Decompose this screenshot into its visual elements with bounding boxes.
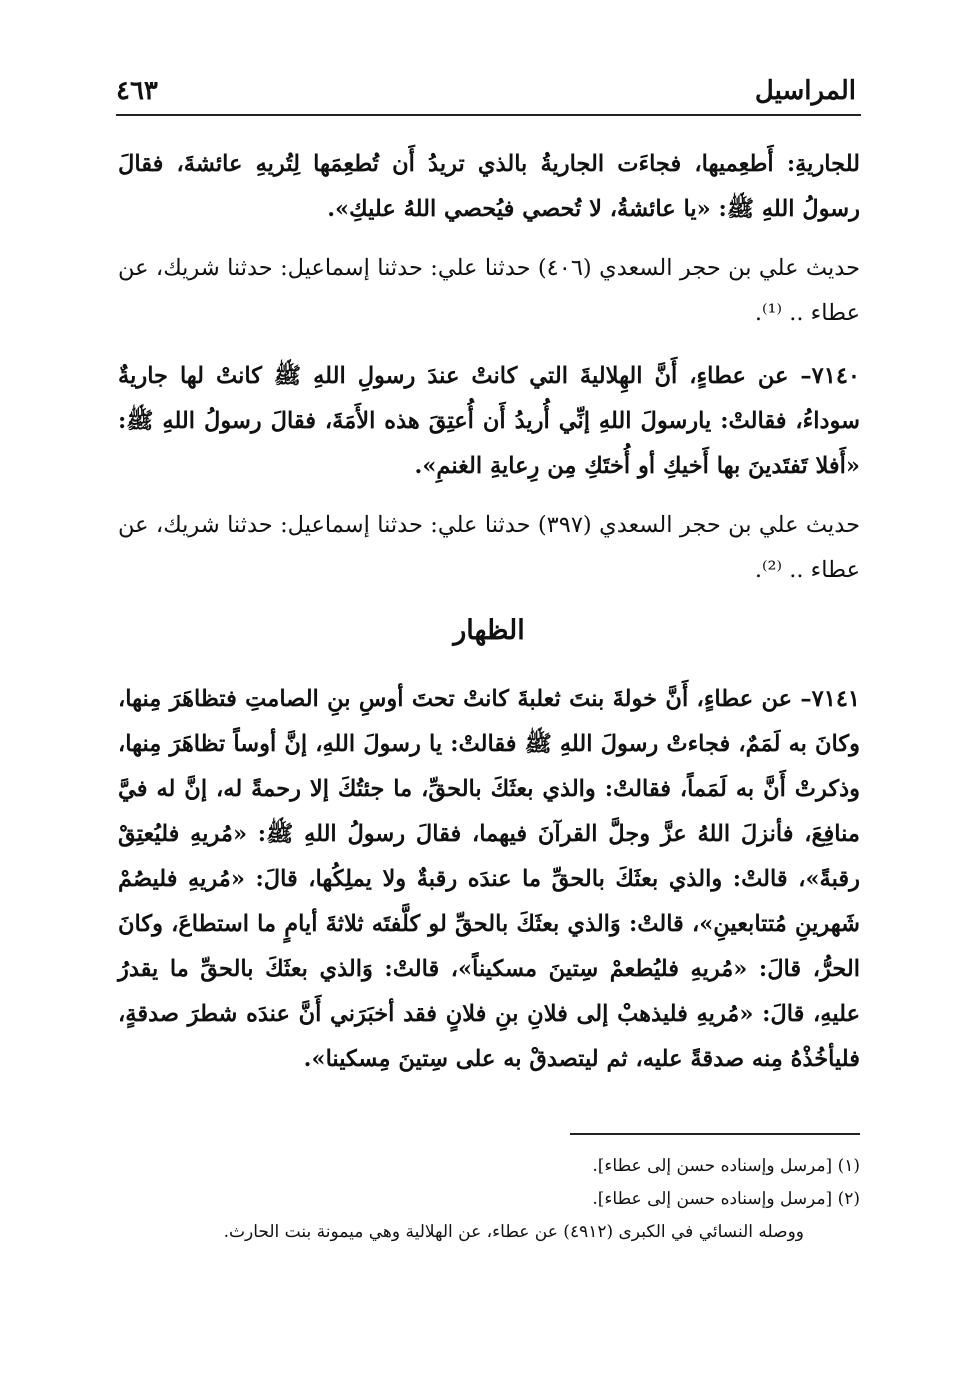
- footnote-divider: [570, 1133, 860, 1135]
- footnote-1: (١) [مرسل وإسناده حسن إلى عطاء].: [592, 1156, 860, 1176]
- paragraph-hadith-7141: [118, 677, 860, 1082]
- hadith-number: ٧١٤١: [811, 686, 860, 712]
- header-divider: [116, 114, 861, 116]
- page-header: [116, 74, 856, 110]
- footnote-2-continuation: ووصله النسائي في الكبرى (٤٩١٢) عن عطاء، عن الهلالية وهي ميمونة بنت الحارث.: [223, 1222, 804, 1242]
- hadith-number: ٧١٤٠: [811, 363, 860, 389]
- page-number: ٤٦٣: [116, 76, 158, 106]
- running-title: المراسيل: [754, 76, 856, 106]
- hadith-text: – عن عطاءٍ، أَنَّ خولةَ بنتَ ثعلبةَ كانتْ تحتَ أوسِ بنِ الصامتِ فتظاهَرَ مِنها، وكانَ به لَمَمٌ، فجاءتْ رسولَ اللهِ ﷺ فقالتْ: يا رسولَ اللهِ، إنَّ أوساً تظاهَرَ مِنها، وذكرتْ أَنَّ به لَمَماً، فقالتْ: والذي بعثَكَ بالحقِّ، ما جئتُكَ إلا رحمةً له، إنَّ له فيَّ منافِعَ، فأنزلَ اللهُ عزَّ وجلَّ القرآنَ فيهما، فقالَ رسولُ اللهِ ﷺ: «مُريهِ فليُعتِقْ رقبةً»، قالتْ: والذي بعثَكَ بالحقِّ ما عندَه رقبةٌ ولا يملِكُها، قالَ: «مُريهِ فليصُمْ شَهرينِ مُتتابعينِ»، قالتْ: وَالذي بعثَكَ بالحقِّ لو كلَّفتَه ثلاثةَ أيامٍ ما استطاعَ، وكانَ الحرُّ، قالَ: «مُريهِ فليُطعمْ سِتينَ مسكيناً»، قالتْ: وَالذي بعثَكَ بالحقِّ ما يقدرُ عليهِ، قالَ: «مُريهِ فليذهبْ إلى فلانِ بنِ فلانٍ فقد أخبَرَني أَنَّ عندَه شطرَ صدقةٍ، فليأخُذْهُ مِنه صدقةً عليه، ثم ليتصدقْ به على سِتينَ مِسكينا».: [118, 686, 860, 1072]
- hadith-text: – عن عطاءٍ، أَنَّ الهِلاليةَ التي كانتْ عندَ رسولِ اللهِ ﷺ كانتْ لها جاريةٌ سوداءُ، فقالتْ: يارسولَ اللهِ إنِّي أُريدُ أَن أُعتِقَ هذه الأَمَةَ، فقالَ رسولُ اللهِ ﷺ: «أَفلا تَفتَدينَ بها أَخيكِ أو أُختَكِ مِن رِعايةِ الغنمِ».: [118, 363, 860, 479]
- footnote-2: (٢) [مرسل وإسناده حسن إلى عطاء].: [592, 1189, 860, 1209]
- footnotes: [118, 1150, 860, 1249]
- paragraph-hadith-continuation: للجاريةِ: أَطعِميها، فجاءَت الجاريةُ بالذي تريدُ أَن تُطعِمَها لِتُريهِ عائشةَ، فقالَ رسولُ اللهِ ﷺ: «يا عائشةُ، لا تُحصي فيُحصي اللهُ عليكِ».: [118, 151, 860, 222]
- section-heading: الظهار: [453, 615, 525, 646]
- paragraph-isnad-1: حديث علي بن حجر السعدي (٤٠٦) حدثنا علي: حدثنا إسماعيل: حدثنا شريك، عن عطاء .. ⁽¹⁾.: [118, 255, 861, 326]
- paragraph-isnad-2: حديث علي بن حجر السعدي (٣٩٧) حدثنا علي: حدثنا إسماعيل: حدثنا شريك، عن عطاء .. ⁽²⁾.: [118, 512, 861, 583]
- paragraph-hadith-7140: [118, 354, 860, 489]
- main-text: [118, 142, 860, 1096]
